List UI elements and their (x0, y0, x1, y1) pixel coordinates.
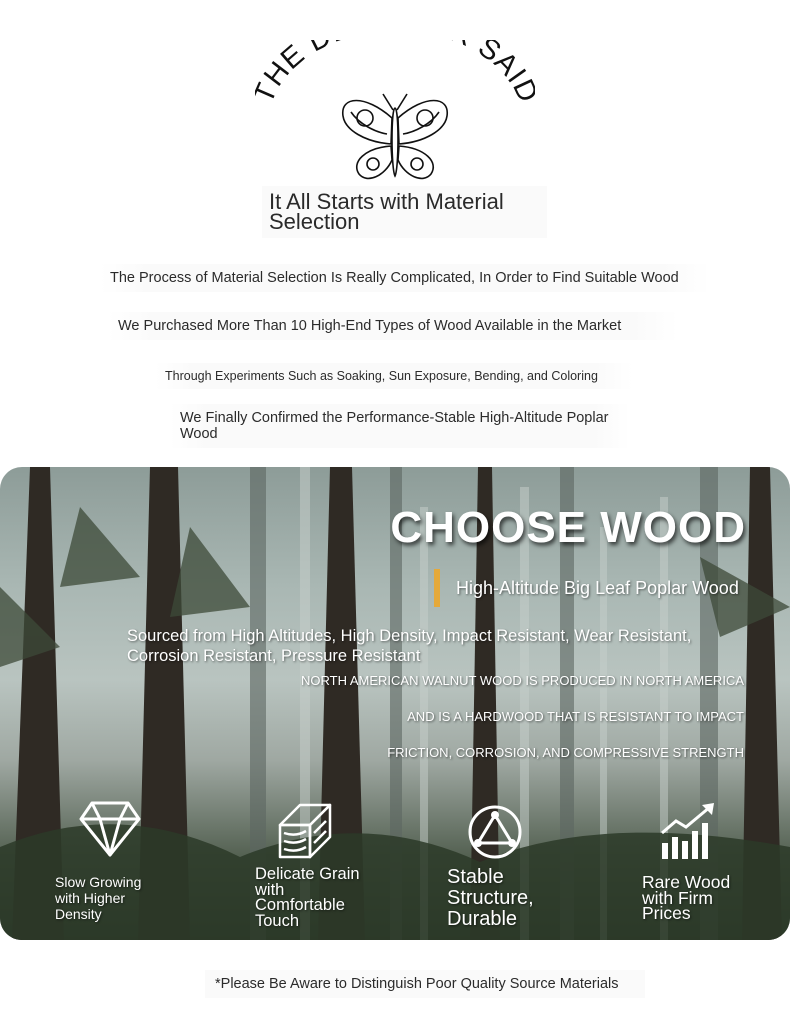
feature-label: Rare Wood with Firm Prices (642, 872, 731, 923)
intro-line: We Finally Confirmed the Performance-Stable High-Altitude Poplar Wood (170, 404, 630, 448)
accent-bar (434, 569, 440, 607)
growth-chart-icon (658, 803, 718, 861)
feature-label: Stable Structure, Durable (447, 866, 534, 930)
intro-headline: It All Starts with Material Selection (262, 186, 547, 238)
walnut-line: FRICTION, CORROSION, AND COMPRESSIVE STRENGTH (387, 745, 744, 760)
svg-text:THE DESIGNER SAID (255, 40, 535, 108)
forest-banner (0, 467, 790, 940)
brand-logo (255, 40, 535, 180)
walnut-line: AND IS A HARDWOOD THAT IS RESISTANT TO IMPACT (407, 709, 744, 724)
logo-text: HE SAI (258, 40, 533, 93)
walnut-line: NORTH AMERICAN WALNUT WOOD IS PRODUCED IN NORTH AMERICA (300, 673, 744, 688)
intro-line: We Purchased More Than 10 High-End Types of Wood Available in the Market (108, 312, 678, 340)
butterfly-icon (343, 94, 447, 178)
diamond-icon (78, 799, 142, 859)
triangle-circle-icon (466, 803, 524, 861)
feature-label: Delicate Grain with Comfortable Touch (255, 865, 360, 930)
intro-line: The Process of Material Selection Is Really Complicated, In Order to Find Suitable Wood (100, 264, 710, 292)
intro-line: Through Experiments Such as Soaking, Sun Exposure, Bending, and Coloring (155, 363, 633, 389)
banner-subtitle: High-Altitude Big Leaf Poplar Wood (456, 578, 739, 598)
feature-label: Slow Growing with Higher Density (55, 874, 142, 922)
wood-grain-icon (276, 803, 334, 859)
sourced-description: Sourced from High Altitudes, High Density, Impact Resistant, Wear Resistant, Corrosion Resistant, Pressure Resistant (127, 627, 692, 665)
quality-note: *Please Be Aware to Distinguish Poor Quality Source Materials (205, 970, 645, 998)
banner-title: CHOOSE WOOD (390, 503, 746, 552)
